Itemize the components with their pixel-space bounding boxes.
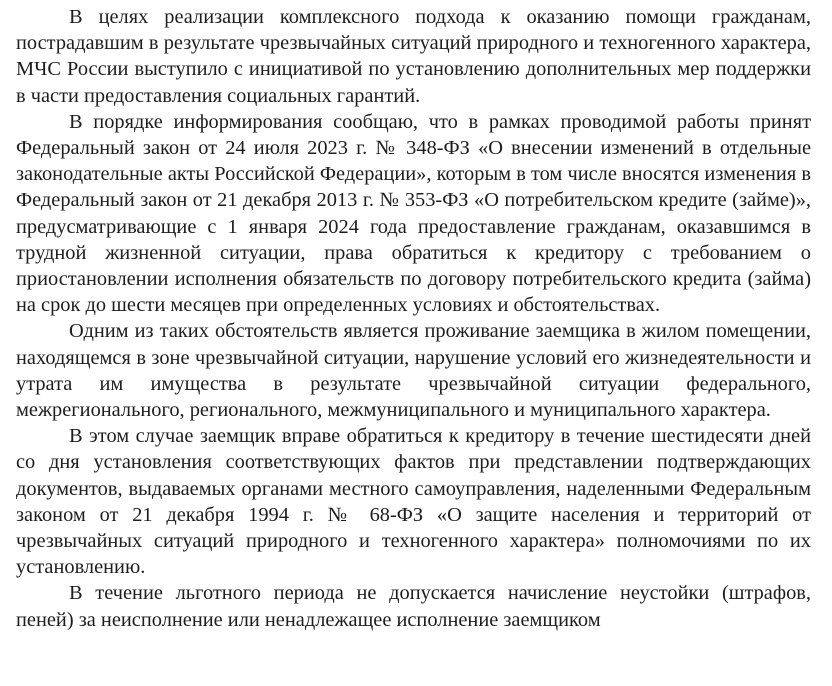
paragraph-borrower-rights: В этом случае заемщик вправе обратиться к кредитору в течение шестидесяти дней со дня установления соответствующих фактов при представлении подтверждающих документов, выдаваемых органами местного самоуправления, наделенными Федеральным законом от 21 декабря 1994 г. № 68-ФЗ «О защите населения и территорий от чрезвычайных ситуаций природного и техногенного характера» полномочиями по их установлению. (16, 425, 811, 579)
paragraph-mchs-initiative: В целях реализации комплексного подхода к оказанию помощи гражданам, пострадавшим в результате чрезвычайных ситуаций природного и техногенного характера, МЧС России выступило с инициативой по установлению дополнительных мер поддержки в части предоставления социальных гарантий. (16, 6, 811, 107)
document-body (16, 4, 811, 633)
paragraph-grace-period: В течение льготного периода не допускается начисление неустойки (штрафов, пеней) за неисполнение или ненадлежащее исполнение заемщиком (16, 582, 811, 631)
paragraph-federal-law-348: В порядке информирования сообщаю, что в рамках проводимой работы принят Федеральный закон от 24 июля 2023 г. № 348-ФЗ «О внесении изменений в отдельные законодательные акты Российской Федерации», которым в том числе вносятся изменения в Федеральный закон от 21 декабря 2013 г. № 353-ФЗ «О потребительском кредите (займе)», предусматривающие с 1 января 2024 года предоставление гражданам, оказавшимся в трудной жизненной ситуации, права обратиться к кредитору с требованием о приостановлении исполнения обязательств по договору потребительского кредита (займа) на срок до шести месяцев при определенных условиях и обстоятельствах. (16, 110, 811, 317)
paragraph-circumstances: Одним из таких обстоятельств является проживание заемщика в жилом помещении, находящемся в зоне чрезвычайной ситуации, нарушение условий его жизнедеятельности и утрата им имущества в результате чрезвычайной ситуации федерального, межрегионального, регионального, межмуниципального и муниципального характера. (16, 320, 811, 422)
